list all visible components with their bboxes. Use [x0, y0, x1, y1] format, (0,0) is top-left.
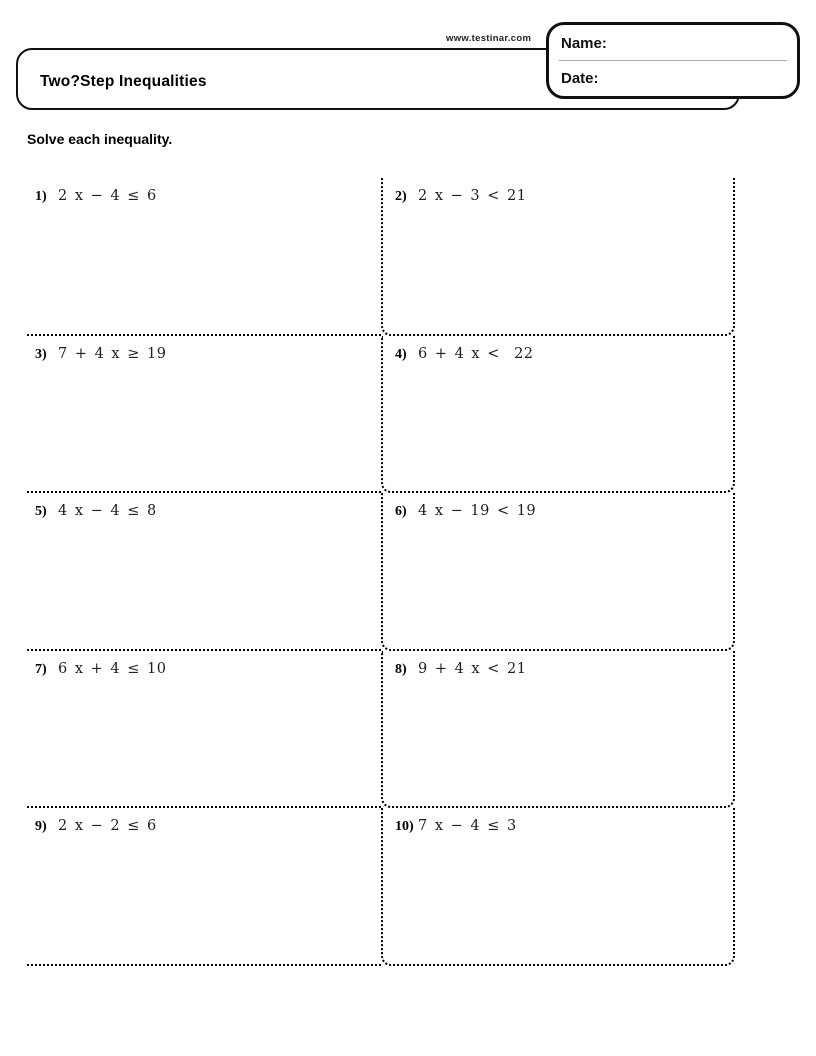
- problem-expression: 6 + 4 x < 22: [418, 345, 534, 362]
- problem-row: [27, 808, 735, 966]
- date-label: Date:: [561, 70, 599, 87]
- problem-expression: 6 x + 4 ≤ 10: [58, 660, 167, 677]
- problem-cell: [27, 651, 381, 809]
- name-date-box: [546, 22, 800, 99]
- problem-row: [27, 493, 735, 651]
- name-label: Name:: [561, 35, 607, 52]
- problem-number: 6): [395, 504, 407, 520]
- problem-expression: 7 + 4 x ≥ 19: [58, 345, 167, 362]
- problem-number: 10): [395, 819, 414, 835]
- problem-number: 3): [35, 346, 47, 362]
- instruction-text: Solve each inequality.: [27, 131, 173, 147]
- problem-row: [27, 178, 735, 336]
- problem-number: 5): [35, 504, 47, 520]
- problem-expression: 4 x − 4 ≤ 8: [58, 503, 157, 520]
- problem-cell: [381, 336, 735, 494]
- problem-cell: [381, 808, 735, 966]
- problem-cell: [27, 808, 381, 966]
- problem-cell: [27, 336, 381, 494]
- problem-number: 1): [35, 189, 47, 204]
- problems-grid: [27, 178, 735, 966]
- problem-number: 4): [395, 346, 407, 362]
- problem-cell: [27, 178, 381, 336]
- problem-cell: [381, 651, 735, 809]
- problem-row: [27, 651, 735, 809]
- problem-expression: 2 x − 4 ≤ 6: [58, 188, 157, 204]
- problem-expression: 4 x − 19 < 19: [418, 503, 537, 520]
- problem-cell: [381, 178, 735, 336]
- problem-row: [27, 336, 735, 494]
- problem-cell: [27, 493, 381, 651]
- problem-number: 8): [395, 661, 407, 677]
- problem-expression: 2 x − 3 < 21: [418, 188, 527, 204]
- problem-expression: 9 + 4 x < 21: [418, 660, 527, 677]
- website-url: www.testinar.com: [446, 33, 532, 44]
- problem-cell: [381, 493, 735, 651]
- problem-number: 2): [395, 189, 407, 204]
- problem-number: 9): [35, 819, 47, 835]
- problem-expression: 2 x − 2 ≤ 6: [58, 818, 157, 835]
- worksheet-title: Two?Step Inequalities: [40, 73, 207, 90]
- problem-expression: 7 x − 4 ≤ 3: [418, 818, 517, 835]
- problem-number: 7): [35, 661, 47, 677]
